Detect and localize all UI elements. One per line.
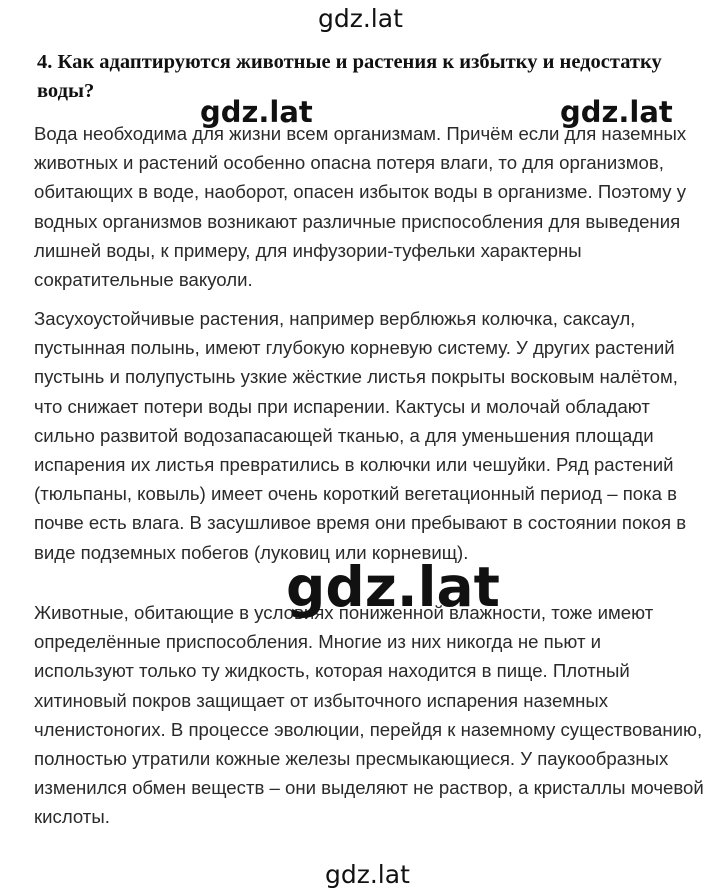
watermark-center: gdz.lat [286, 555, 500, 619]
answer-paragraph-2: Засухоустойчивые растения, например верблюжья колючка, саксаул, пустынная полынь, имеют глубокую корневую систему. У других растений пустынь и полупустынь узкие жёсткие листья покрыты восковым налётом, что снижает потери воды при испарении. Кактусы и молочай обладают сильно развитой водозапасающей тканью, а для уменьшения площади испарения их листья превратились в колючки или чешуйки. Ряд растений (тюльпаны, ковыль) имеет очень короткий вегетационный период – пока в почве есть влага. В засушливое время они пребывают в состоянии покоя в виде подземных побегов (луковиц или корневищ). [34, 308, 687, 563]
answer-paragraph-1: Вода необходима для жизни всем организмам. Причём если для наземных животных и растений особенно опасна потеря влаги, то для организмов, обитающих в воде, наоборот, опасен избыток воды в организме. Поэтому у водных организмов возникают различные приспособления для выведения лишней воды, к примеру, для инфузории-туфельки характерны сократительные вакуоли. [34, 123, 687, 291]
watermark-left: gdz.lat [200, 95, 313, 129]
watermark-bottom: gdz.lat [325, 860, 410, 889]
watermark-top: gdz.lat [318, 4, 403, 33]
watermark-right: gdz.lat [560, 95, 673, 129]
question-heading: 4. Как адаптируются животные и растения к избытку и недостатку воды? [37, 51, 662, 102]
answer-paragraph-3: Животные, обитающие в условиях пониженной влажности, тоже имеют определённые приспособления. Многие из них никогда не пьют и используют только ту жидкость, которая находится в пище. Плотный хитиновый покров защищает от избыточного испарения наземных членистоногих. В процессе эволюции, перейдя к наземному существованию, полностью утратили кожные железы пресмыкающиеся. У паукообразных изменился обмен веществ – они выделяют не раствор, а кристаллы мочевой кислоты. [34, 602, 704, 828]
